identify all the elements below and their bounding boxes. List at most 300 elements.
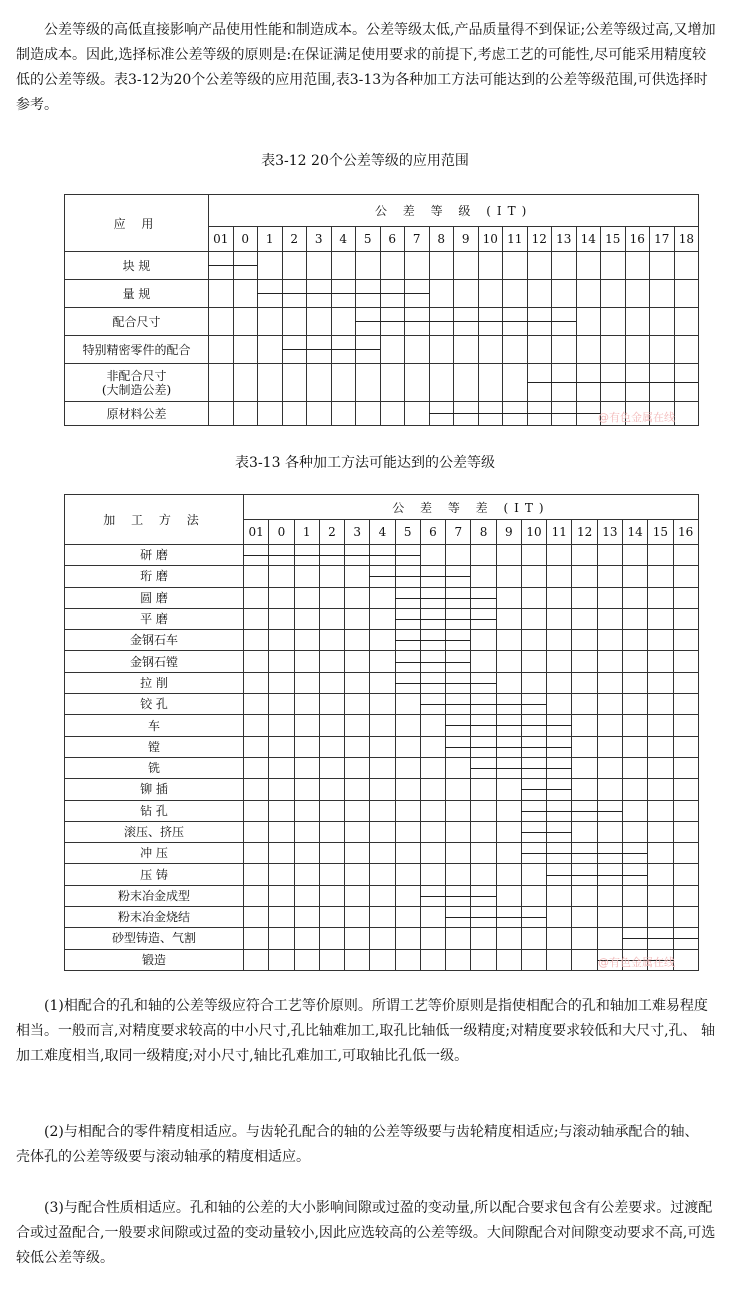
- table2-cell: [597, 715, 622, 736]
- table1-cell: [307, 402, 332, 426]
- table2-cell: [345, 885, 370, 906]
- table2-grade-header: 1: [294, 520, 319, 545]
- table1-cell: [674, 252, 699, 280]
- table2-row-label: 滚压、挤压: [65, 821, 244, 842]
- table2-cell: [597, 694, 622, 715]
- table2-row: [65, 651, 699, 672]
- table2-cell: [420, 545, 445, 566]
- table2-cell: [269, 800, 294, 821]
- table2-cell: [521, 587, 546, 608]
- table2-row-label: 金钢石镗: [65, 651, 244, 672]
- table1-cell: [307, 308, 332, 336]
- table2-cell: [547, 587, 572, 608]
- table1-cell: [478, 280, 503, 308]
- table2-cell: [648, 651, 673, 672]
- table2-cell: [269, 672, 294, 693]
- table2-cell: [420, 800, 445, 821]
- table2-cell: [496, 885, 521, 906]
- table2-cell: [395, 736, 420, 757]
- table2-range-bar: [445, 747, 571, 748]
- table1-grade-header: 12: [527, 227, 552, 252]
- table2-cell: [547, 608, 572, 629]
- table2-cell: [521, 566, 546, 587]
- table2-cell: [673, 779, 698, 800]
- table2-cell: [294, 694, 319, 715]
- table2-cell: [319, 566, 344, 587]
- table1-cell: [625, 308, 650, 336]
- table2-cell: [269, 566, 294, 587]
- table2-cell: [648, 864, 673, 885]
- table1-cell: [650, 308, 675, 336]
- table2-row: [65, 672, 699, 693]
- table1-cell: [209, 402, 234, 426]
- table1-range-bar: [355, 321, 576, 322]
- table2-cell: [622, 907, 647, 928]
- table2-cell: [521, 630, 546, 651]
- table1-cell: [478, 364, 503, 402]
- table2-cell: [244, 800, 269, 821]
- table1-cell: [429, 280, 454, 308]
- table2-row-label: 压 铸: [65, 864, 244, 885]
- table2-cell: [370, 843, 395, 864]
- table2-cell: [496, 545, 521, 566]
- table2-cell: [572, 715, 597, 736]
- table2-cell: [345, 779, 370, 800]
- table2-row-label: 金钢石车: [65, 630, 244, 651]
- table1-cell: [380, 252, 405, 280]
- table2-group-header: 公 差 等 差 (IT): [244, 495, 699, 520]
- table2-cell: [673, 715, 698, 736]
- table2-grade-header: 4: [370, 520, 395, 545]
- table2-cell: [244, 694, 269, 715]
- table2-cell: [572, 672, 597, 693]
- table2-cell: [471, 821, 496, 842]
- table2-grade-header: 14: [622, 520, 647, 545]
- table2-range-bar: [395, 662, 471, 663]
- table2-cell: [597, 736, 622, 757]
- table2-cell: [244, 864, 269, 885]
- table2-cell: [572, 821, 597, 842]
- table1-cell: [356, 402, 381, 426]
- table2-cell: [345, 566, 370, 587]
- table2-cell: [673, 672, 698, 693]
- table2-cell: [294, 800, 319, 821]
- table2-row-label: 珩 磨: [65, 566, 244, 587]
- table2-cell: [572, 545, 597, 566]
- table2-cell: [294, 907, 319, 928]
- table2-range-bar: [420, 896, 496, 897]
- table1-cell: [625, 336, 650, 364]
- table2-cell: [370, 821, 395, 842]
- table1-range-bar: [282, 349, 380, 350]
- table2-cell: [673, 694, 698, 715]
- table1-cell: [233, 364, 258, 402]
- table2-cell: [521, 928, 546, 949]
- table1-cell: [209, 336, 234, 364]
- table1-cell: [503, 252, 528, 280]
- table2-cell: [370, 651, 395, 672]
- table1-cell: [601, 252, 626, 280]
- table1-cell: [282, 252, 307, 280]
- table1-cell: [576, 280, 601, 308]
- table2-cell: [294, 843, 319, 864]
- table2-cell: [471, 630, 496, 651]
- table2-cell: [648, 630, 673, 651]
- table2-cell: [547, 949, 572, 970]
- table2-row: [65, 715, 699, 736]
- table2-cell: [446, 757, 471, 778]
- table1-grade-header: 14: [576, 227, 601, 252]
- table2-cell: [345, 694, 370, 715]
- table2-cell: [395, 885, 420, 906]
- table2-cell: [521, 608, 546, 629]
- table2-row-label: 平 磨: [65, 608, 244, 629]
- table2-cell: [244, 779, 269, 800]
- table2-cell: [622, 545, 647, 566]
- table2-cell: [622, 757, 647, 778]
- table2-cell: [572, 566, 597, 587]
- table2-cell: [319, 928, 344, 949]
- table1-cell: [527, 280, 552, 308]
- table2-cell: [622, 566, 647, 587]
- table2-cell: [648, 736, 673, 757]
- table2-row-label: 锻造: [65, 949, 244, 970]
- paragraph-3: (3)与配合性质相适应。孔和轴的公差的大小影响间隙或过盈的变动量,所以配合要求包含有公差要求。过渡配合或过盈配合,一般要求间隙或过盈的变动量较小,因此应选较高的公差等级。大间隙配合对间隙变动要求不高,可选较低公差等级。: [16, 1200, 716, 1266]
- table2-grid: [64, 494, 699, 971]
- table2-cell: [269, 587, 294, 608]
- table2-cell: [370, 672, 395, 693]
- table2-cell: [345, 736, 370, 757]
- table2-row-label: 拉 削: [65, 672, 244, 693]
- table2-cell: [496, 843, 521, 864]
- table2-cell: [622, 821, 647, 842]
- table2-cell: [673, 843, 698, 864]
- table2-cell: [547, 672, 572, 693]
- table2-grade-header: 2: [319, 520, 344, 545]
- table2-cell: [673, 608, 698, 629]
- table1-grade-header: 16: [625, 227, 650, 252]
- table1-cell: [527, 336, 552, 364]
- table2-cell: [420, 821, 445, 842]
- table2-cell: [496, 864, 521, 885]
- table2-cell: [471, 864, 496, 885]
- table2-cell: [597, 779, 622, 800]
- table2-range-bar: [521, 811, 622, 812]
- table2-range-bar: [471, 768, 572, 769]
- table1-cell: [601, 280, 626, 308]
- table2-cell: [319, 843, 344, 864]
- table2-range-bar: [395, 619, 496, 620]
- table2-cell: [547, 630, 572, 651]
- table1-grid: [64, 194, 699, 426]
- table2-cell: [294, 864, 319, 885]
- table1-cell: [454, 364, 479, 402]
- table2-grade-header: 11: [547, 520, 572, 545]
- table1-row-label: 非配合尺寸 (大制造公差): [65, 364, 209, 402]
- table2-cell: [597, 885, 622, 906]
- table2-cell: [521, 672, 546, 693]
- table2-cell: [572, 757, 597, 778]
- table2-cell: [597, 587, 622, 608]
- table1-grade-header: 5: [356, 227, 381, 252]
- table2-cell: [673, 651, 698, 672]
- table2-range-bar: [622, 938, 698, 939]
- table2-cell: [446, 843, 471, 864]
- table1-cell: [576, 252, 601, 280]
- table2-cell: [496, 672, 521, 693]
- table2-cell: [345, 587, 370, 608]
- table2-cell: [269, 928, 294, 949]
- table2-range-bar: [420, 704, 546, 705]
- table2-cell: [345, 651, 370, 672]
- table2-cell: [622, 694, 647, 715]
- table1-cell: [552, 252, 577, 280]
- table1-grade-header: 0: [233, 227, 258, 252]
- table1-cell: [258, 402, 283, 426]
- table2-range-bar: [395, 640, 471, 641]
- table1-range-bar: [429, 413, 601, 414]
- table2-cell: [673, 757, 698, 778]
- table2-cell: [319, 821, 344, 842]
- table1-cell: [331, 252, 356, 280]
- table2-cell: [648, 800, 673, 821]
- table1-row-label: 块 规: [65, 252, 209, 280]
- table2-cell: [622, 779, 647, 800]
- table2-cell: [319, 694, 344, 715]
- table2-range-bar: [243, 555, 420, 556]
- table2-cell: [496, 651, 521, 672]
- table1-cell: [405, 252, 430, 280]
- table1-cell: [405, 364, 430, 402]
- table2-cell: [345, 608, 370, 629]
- table2-cell: [446, 864, 471, 885]
- table1-cell: [429, 336, 454, 364]
- table2-range-bar: [521, 789, 572, 790]
- table2-cell: [622, 736, 647, 757]
- table1-row: [65, 336, 699, 364]
- table1-cell: [209, 280, 234, 308]
- table2-cell: [597, 630, 622, 651]
- table2-cell: [294, 672, 319, 693]
- table2-cell: [370, 694, 395, 715]
- table1-cell: [356, 252, 381, 280]
- table2-cell: [244, 821, 269, 842]
- table2-cell: [244, 715, 269, 736]
- table2-cell: [446, 949, 471, 970]
- table2-cell: [319, 736, 344, 757]
- table2-range-bar: [521, 853, 647, 854]
- table2-cell: [547, 545, 572, 566]
- table2-cell: [345, 630, 370, 651]
- table2-cell: [446, 928, 471, 949]
- table2-cell: [648, 608, 673, 629]
- table2-row: [65, 779, 699, 800]
- table2-grade-header: 9: [496, 520, 521, 545]
- table2-grade-header: 12: [572, 520, 597, 545]
- table2-cell: [673, 587, 698, 608]
- table2-cell: [370, 757, 395, 778]
- table2-cell: [673, 885, 698, 906]
- paragraph-1: (1)相配合的孔和轴的公差等级应符合工艺等价原则。所谓工艺等价原则是指使相配合的孔和轴加工难易程度相当。一般而言,对精度要求较高的中小尺寸,孔比轴难加工,取孔比轴低一级精度;对精度要求较低和大尺寸,孔、 轴加工难度相当,取同一级精度;对小尺寸,轴比孔难加工,可取轴比孔低一级。: [16, 998, 715, 1064]
- table2-cell: [648, 821, 673, 842]
- table2-cell: [622, 672, 647, 693]
- table1-group-header: 公 差 等 级 (IT): [209, 195, 699, 227]
- table2-cell: [597, 651, 622, 672]
- table2-cell: [244, 736, 269, 757]
- table2-row: [65, 694, 699, 715]
- table1-cell: [233, 280, 258, 308]
- table1-grade-header: 17: [650, 227, 675, 252]
- table2-cell: [345, 864, 370, 885]
- table2-cell: [547, 566, 572, 587]
- table1-cell: [380, 402, 405, 426]
- table2-cell: [622, 630, 647, 651]
- intro-paragraph: 公差等级的高低直接影响产品使用性能和制造成本。公差等级太低,产品质量得不到保证;公差等级过高,又增加制造成本。因此,选择标准公差等级的原则是:在保证满足使用要求的前提下,考虑工艺的可能性,尽可能采用精度较低的公差等级。表3-12为20个公差等级的应用范围,表3-13为各种加工方法可能达到的公差等级范围,可供选择时参考。: [16, 22, 716, 113]
- table2-cell: [269, 715, 294, 736]
- table2-cell: [446, 821, 471, 842]
- table2-cell: [496, 608, 521, 629]
- table2-cell: [319, 757, 344, 778]
- table2-cell: [446, 779, 471, 800]
- table2-cell: [345, 843, 370, 864]
- table1-cell: [454, 280, 479, 308]
- table1-cell: [503, 280, 528, 308]
- table2-cell: [269, 885, 294, 906]
- table2-row: [65, 587, 699, 608]
- table2-cell: [446, 545, 471, 566]
- table1-row: [65, 252, 699, 280]
- table2-cell: [244, 651, 269, 672]
- table2-cell: [269, 651, 294, 672]
- table2-cell: [395, 949, 420, 970]
- table2-cell: [370, 800, 395, 821]
- table2-cell: [370, 779, 395, 800]
- table1-cell: [258, 308, 283, 336]
- table1-grade-header: 01: [209, 227, 234, 252]
- table2-grade-header: 15: [648, 520, 673, 545]
- table2-cell: [496, 566, 521, 587]
- table1-grade-header: 8: [429, 227, 454, 252]
- table2-row-label: 车: [65, 715, 244, 736]
- table2-cell: [597, 672, 622, 693]
- table1-cell: [674, 280, 699, 308]
- table2-cell: [294, 715, 319, 736]
- table2-cell: [496, 821, 521, 842]
- table2-cell: [521, 545, 546, 566]
- table1-grade-header: 9: [454, 227, 479, 252]
- table2-cell: [673, 566, 698, 587]
- table1-cell: [503, 364, 528, 402]
- table2-cell: [370, 885, 395, 906]
- table2-cell: [319, 608, 344, 629]
- table1-cell: [576, 336, 601, 364]
- table2-cell: [395, 757, 420, 778]
- table2-cell: [244, 928, 269, 949]
- table2-cell: [395, 907, 420, 928]
- table2-cell: [319, 587, 344, 608]
- table2-cell: [521, 949, 546, 970]
- table1-grade-header: 2: [282, 227, 307, 252]
- table2-range-bar: [445, 917, 546, 918]
- table2-cell: [547, 694, 572, 715]
- table2-cell: [648, 672, 673, 693]
- table2-cell: [471, 843, 496, 864]
- table2-cell: [294, 885, 319, 906]
- table2-cell: [370, 608, 395, 629]
- table2-cell: [648, 885, 673, 906]
- table2-cell: [597, 821, 622, 842]
- table2-cell: [269, 736, 294, 757]
- table1-row-label: 特别精密零件的配合: [65, 336, 209, 364]
- table2-cell: [319, 949, 344, 970]
- table2-row-label: 铆 插: [65, 779, 244, 800]
- table2-cell: [420, 907, 445, 928]
- table1-cell: [674, 336, 699, 364]
- table2-cell: [572, 608, 597, 629]
- table2-cell: [648, 757, 673, 778]
- table2-row-label: 镗: [65, 736, 244, 757]
- table2-cell: [370, 587, 395, 608]
- table2-corner-header: 加 工 方 法: [65, 495, 244, 545]
- paragraph-2: (2)与相配合的零件精度相适应。与齿轮孔配合的轴的公差等级要与齿轮精度相适应;与滚动轴承配合的轴、 壳体孔的公差等级要与滚动轴承的精度相适应。: [16, 1124, 699, 1165]
- table1-row-label: 配合尺寸: [65, 308, 209, 336]
- table2-cell: [345, 715, 370, 736]
- table2-cell: [395, 864, 420, 885]
- table1-cell: [356, 364, 381, 402]
- table2-cell: [294, 779, 319, 800]
- table1-grade-header: 10: [478, 227, 503, 252]
- table2-cell: [244, 885, 269, 906]
- table2-range-bar: [395, 598, 496, 599]
- table2-cell: [244, 587, 269, 608]
- table2-cell: [622, 587, 647, 608]
- table1-cell: [405, 402, 430, 426]
- table2-cell: [521, 651, 546, 672]
- table2-cell: [269, 757, 294, 778]
- table2-cell: [294, 630, 319, 651]
- table1-grade-header: 15: [601, 227, 626, 252]
- table2-cell: [370, 630, 395, 651]
- table2-row-label: 粉末冶金烧结: [65, 907, 244, 928]
- table2-grade-header: 7: [446, 520, 471, 545]
- table2-cell: [345, 672, 370, 693]
- table1-range-bar: [527, 382, 699, 383]
- table1-cell: [650, 252, 675, 280]
- table2-cell: [370, 864, 395, 885]
- table2-cell: [572, 630, 597, 651]
- table2-grade-header: 6: [420, 520, 445, 545]
- table2-cell: [446, 800, 471, 821]
- table1-cell: [429, 364, 454, 402]
- table2-cell: [244, 907, 269, 928]
- table1-grade-header: 13: [552, 227, 577, 252]
- table2-cell: [547, 651, 572, 672]
- table2-row: [65, 736, 699, 757]
- table2-cell: [622, 608, 647, 629]
- table1-cell: [674, 402, 699, 426]
- table2-cell: [420, 779, 445, 800]
- table1-cell: [209, 364, 234, 402]
- table2-cell: [572, 885, 597, 906]
- table2-cell: [420, 843, 445, 864]
- table2-range-bar: [395, 683, 496, 684]
- table2-row: [65, 885, 699, 906]
- table2-cell: [673, 821, 698, 842]
- table1-cell: [282, 402, 307, 426]
- table2-cell: [597, 566, 622, 587]
- table2-cell: [496, 800, 521, 821]
- table1-cell: [454, 336, 479, 364]
